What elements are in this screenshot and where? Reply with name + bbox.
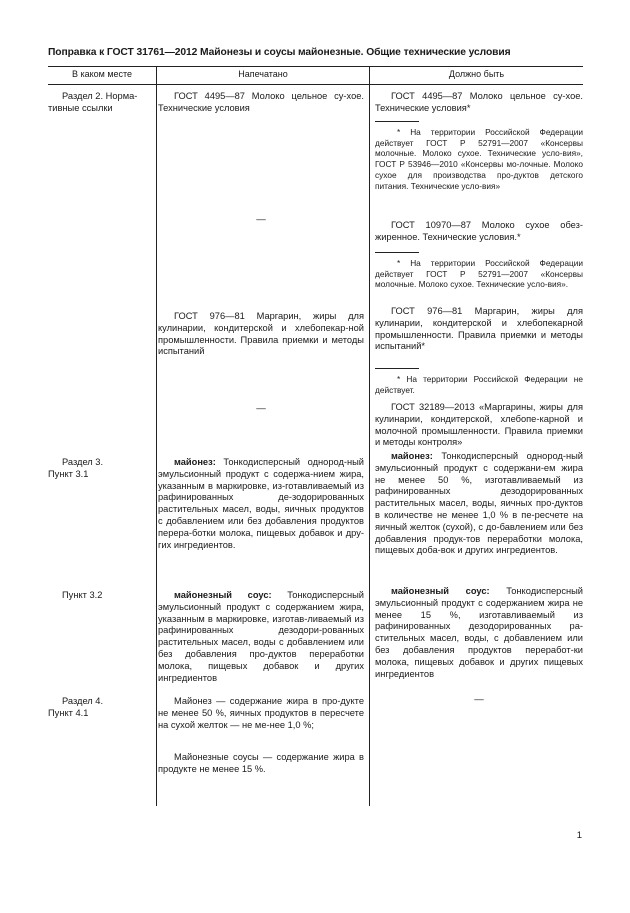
printed-sauce-text: Тонкодисперсный эмульсионный продукт с содержанием жира, указанным в маркировке, изготав-ливаемый из рафинированных дезодори-рованных растительных масел, воды с добавлением или без добавления про-дуктов переработки молока, пищевых добавок и других ингредиентов: [158, 590, 364, 683]
where-normative-refs: Раздел 2. Норма-тивные ссылки: [48, 91, 138, 113]
printed-gost-976: ГОСТ 976—81 Маргарин, жиры для кулинарии, кондитерской и хлебопекар-ной промышленности. Правила приемки и методы испытаний: [158, 311, 364, 357]
should-mayonnaise-term: майонез:: [391, 451, 433, 461]
printed-sauce-definition: [158, 590, 364, 684]
where-clause-3-2: Пункт 3.2: [62, 590, 103, 600]
header-printed: Напечатано: [238, 69, 288, 79]
printed-sauce-term: майонезный соус:: [174, 590, 272, 600]
page-number: 1: [576, 830, 582, 841]
table-header-border: [48, 84, 583, 85]
column-divider-2: [369, 66, 370, 806]
where-section-4: Раздел 4.: [62, 696, 104, 706]
column-divider-1: [156, 66, 157, 806]
should-gost-4495: ГОСТ 4495—87 Молоко цельное су-хое. Технические условия*: [375, 91, 583, 113]
should-sauce-definition: [375, 586, 583, 680]
should-footnote-1: * На территории Российской Федерации действует ГОСТ Р 52791—2007 «Консервы молочные. Молоко сухое. Технические усло-вия», ГОСТ Р 53946—2010 «Консервы мо-лочные. Молоко сухое для производства про-дуктов детского питания. Технические усло-вия»: [375, 127, 583, 191]
header-should-be: Должно быть: [448, 69, 505, 79]
document-title: Поправка к ГОСТ 31761—2012 Майонезы и соусы майонезные. Общие технические условия: [48, 47, 511, 58]
printed-gost-4495: ГОСТ 4495—87 Молоко цельное су-хое. Технические условия: [158, 91, 364, 113]
header-where: В каком месте: [71, 69, 133, 79]
should-sauce-text: Тонкодисперсный эмульсионный продукт с содержанием жира не менее 15 %, изготавливаемый из рафинированных дезодорированных ра-стительных масел, воды, с добавлением или без добавления продуктов переработ-ки молока, пищевых добавок и других пищевых ингредиентов: [375, 586, 583, 679]
where-section-3: Раздел 3.: [62, 457, 104, 467]
footnote-rule-2: [375, 252, 419, 253]
printed-mayonnaise-definition: [158, 457, 364, 551]
should-dash: —: [474, 694, 484, 705]
footnote-rule-1: [375, 121, 419, 122]
should-footnote-2: * На территории Российской Федерации действует ГОСТ Р 52791—2007 «Консервы молочные. Молоко сухое. Технические усло-вия».: [375, 258, 583, 290]
footnote-rule-3: [375, 368, 419, 369]
printed-sauce-fat: Майонезные соусы — содержание жира в продукте не менее 15 %.: [158, 752, 364, 774]
should-gost-976: ГОСТ 976—81 Маргарин, жиры для кулинарии, кондитерской и хлебопекарной промышленности. Правила приемки и методы испытаний*: [375, 306, 583, 352]
printed-mayonnaise-text: Тонкодисперсный однород-ный эмульсионный продукт с содержа-нием жира, указанным в маркировке, из-готавливаемый из рафинированных де-зодорированных растительных масел, воды, яичных продуктов с добавлением или без добавления продуктов перера-ботки молока, пищевых добавок и дру-гих ингредиентов.: [158, 457, 364, 550]
table-top-border: [48, 66, 583, 67]
should-mayonnaise-definition: [375, 451, 583, 557]
where-clause-4-1: Пункт 4.1: [48, 708, 89, 718]
should-sauce-term: майонезный соус:: [391, 586, 490, 596]
should-footnote-3: * На территории Российской Федерации не действует.: [375, 374, 583, 395]
where-clause-3-1: Пункт 3.1: [48, 469, 89, 479]
printed-dash-2: —: [256, 403, 266, 414]
printed-mayonnaise-fat: Майонез — содержание жира в про-дукте не менее 50 %, яичных продуктов в пересчете на сухой желток — не ме-нее 1,0 %;: [158, 696, 364, 730]
should-gost-32189: ГОСТ 32189—2013 «Маргарины, жиры для кулинарии, кондитерской, хлебопе-карной и молочной промышленности. Правила приемки и методы контроля»: [375, 402, 583, 448]
should-mayonnaise-text: Тонкодисперсный однород-ный эмульсионный продукт с содержани-ем жира не менее 50 %, изготавливаемый из рафинированных дезодорированных растительных масел, воды, яичных про-дуктов в количестве не менее 1,0 % в пе-ресчете на яичный желток (сухой), с до-бавлением или без добавления продук-тов переработки молока, пищевых доба-вок и других ингредиентов.: [375, 451, 583, 556]
printed-dash-1: —: [256, 214, 266, 225]
printed-mayonnaise-term: майонез:: [174, 457, 216, 467]
should-gost-10970: ГОСТ 10970—87 Молоко сухое обез-жиренное. Технические условия.*: [375, 220, 583, 242]
